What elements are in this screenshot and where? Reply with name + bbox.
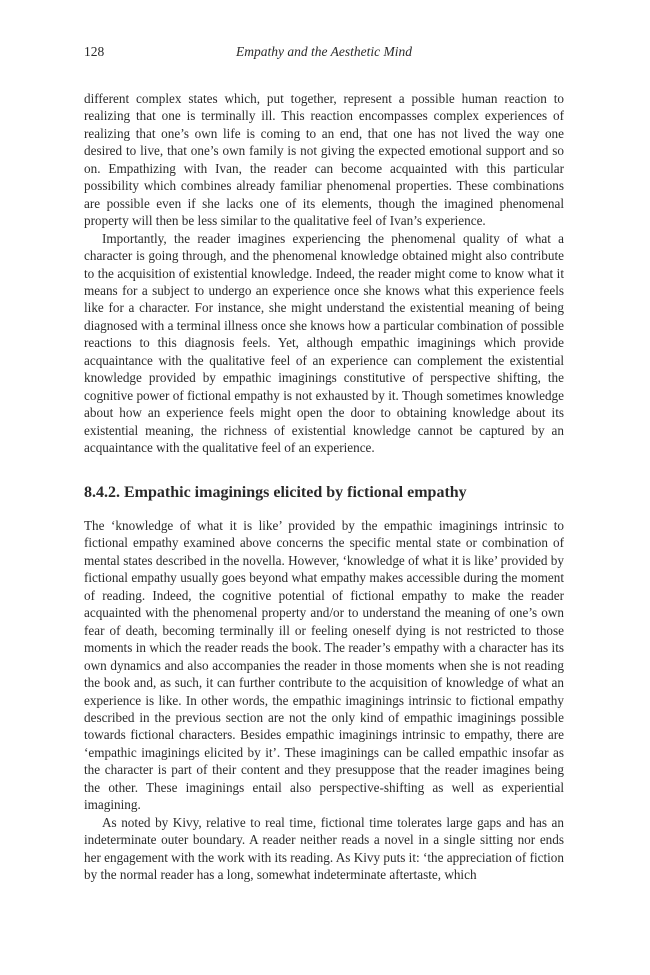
body-text-bottom	[84, 517, 564, 884]
section-heading: 8.4.2. Empathic imaginings elicited by fictional empathy	[84, 484, 467, 501]
paragraph: As noted by Kivy, relative to real time, fictional time tolerates large gaps and has an indeterminate outer boundary. A reader neither reads a novel in a single sitting nor ends her engagement with the work with its reading. As Kivy puts it: ‘the appreciation of fiction by the normal reader has a long, somewhat indeterminate aftertaste, which	[84, 814, 564, 883]
page-number: 128	[84, 44, 105, 59]
running-title: Empathy and the Aesthetic Mind	[236, 44, 412, 59]
paragraph: Importantly, the reader imagines experiencing the phenomenal quality of what a character is going through, and the phenomenal knowledge obtained might also contribute to the acquisition of existential knowledge. Indeed, the reader might come to know what it means for a subject to undergo an experience once she knows what this experience feels like for a character. For instance, she might understand the existential meaning of being diagnosed with a terminal illness once she knows how a particular combination of possible reactions to this diagnosis feels. Yet, although empathic imaginings which provide acquaintance with the qualitative feel of an experience can complement the existential knowledge provided by empathic imaginings constitutive of perspective shifting, the cognitive power of fictional empathy is not exhausted by it. Though sometimes knowledge about how an experience feels might open the door to obtaining knowledge about its existential meaning, the richness of existential knowledge cannot be captured by an acquaintance with the qualitative feel of an experience.	[84, 230, 564, 456]
page-header	[84, 44, 564, 64]
paragraph: different complex states which, put together, represent a possible human reaction to realizing that one is terminally ill. This reaction encompasses complex experiences of realizing that one’s own life is coming to an end, that one has not lived the way one desired to live, that one’s own family is not giving the expected emotional support and so on. Empathizing with Ivan, the reader can become acquainted with this particular possibility which combines already familiar phenomenal properties. These combinations are possible even if she lacks one of its elements, though the imagined phenomenal property will then be less similar to the qualitative feel of Ivan’s experience.	[84, 91, 564, 229]
paragraph: The ‘knowledge of what it is like’ provided by the empathic imaginings intrinsic to fictional empathy examined above concerns the specific mental state or combination of mental states described in the novella. However, ‘knowledge of what it is like’ provided by fictional empathy usually goes beyond what empathy makes accessible during the moment of reading. Indeed, the cognitive potential of fictional empathy to make the reader acquainted with the phenomenal property and/or to understand the meaning of one’s own fear of death, becoming terminally ill or feeling oneself dying is not restricted to those moments in which the reader reads the book. The reader’s empathy with a character has its own dynamics and also accompanies the reader in those moments when she is not reading the book and, as such, it can further contribute to the acquisition of knowledge of what an experience is like. In other words, the empathic imaginings intrinsic to fictional empathy described in the previous section are not the only kind of empathic imaginings possible towards fictional characters. Besides empathic imaginings intrinsic to empathy, there are ‘empathic imaginings elicited by it’. These imaginings can be called empathic insofar as the character is part of their content and they presuppose that the reader imagines being the other. These imaginings entail also perspective-shifting as well as experiential imagining.	[84, 518, 564, 813]
body-text-top	[84, 90, 564, 457]
